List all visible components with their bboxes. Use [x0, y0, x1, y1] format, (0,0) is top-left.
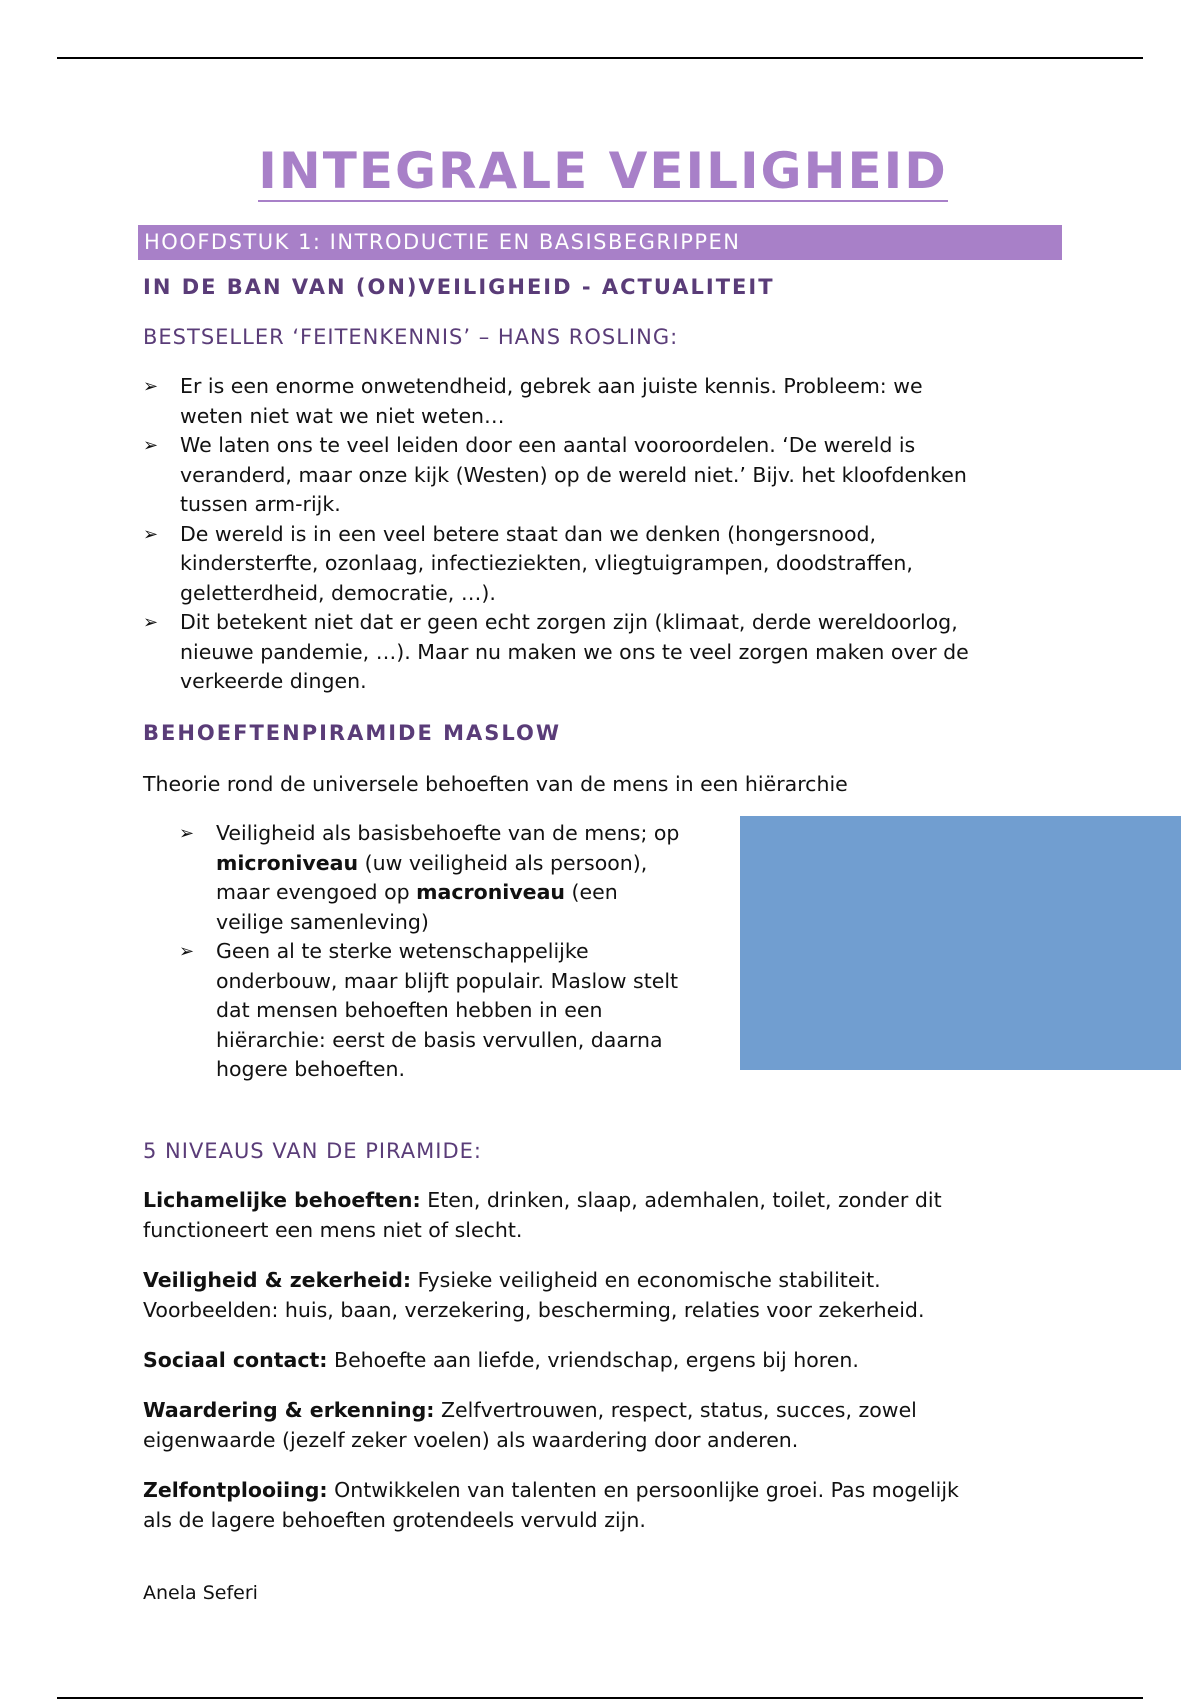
line: Voorbeelden: huis, baan, verzekering, bescherming, relaties voor zekerheid.: [143, 1298, 925, 1322]
pyramid-levels: [143, 1185, 1063, 1535]
line: kindersterfte, ozonlaag, infectieziekten, vliegtuigrampen, doodstraffen,: [180, 551, 913, 575]
line: eigenwaarde (jezelf zeker voelen) als waardering door anderen.: [143, 1428, 799, 1452]
level-item: [143, 1185, 1063, 1245]
line: Fysieke veiligheid en economische stabiliteit.: [411, 1268, 881, 1292]
arrow-bullet-icon: ➢: [143, 612, 159, 633]
line: functioneert een mens niet of slecht.: [143, 1218, 523, 1242]
arrow-bullet-icon: ➢: [143, 435, 159, 456]
document-title: [143, 140, 1063, 202]
line: Behoefte aan liefde, vriendschap, ergens bij horen.: [327, 1348, 859, 1372]
list-item: [179, 937, 739, 1085]
top-rule: [57, 57, 1143, 59]
subheading-levels: 5 NIVEAUS VAN DE PIRAMIDE:: [143, 1139, 482, 1163]
footer-author: Anela Seferi: [143, 1582, 258, 1604]
line: Eten, drinken, slaap, ademhalen, toilet, zonder dit: [420, 1188, 942, 1212]
rosling-bullet-list: [143, 372, 1063, 697]
chapter-heading: HOOFDSTUK 1: INTRODUCTIE EN BASISBEGRIPPEN: [138, 225, 1062, 260]
line: dat mensen behoeften hebben in een: [216, 998, 603, 1022]
level-item: [143, 1395, 1063, 1455]
section-heading-actualiteit: IN DE BAN VAN (ON)VEILIGHEID - ACTUALITEIT: [143, 275, 775, 299]
line: Veiligheid als basisbehoefte van de mens; op: [216, 821, 680, 845]
line: tussen arm-rijk.: [180, 492, 341, 516]
maslow-intro: Theorie rond de universele behoeften van de mens in een hiërarchie: [143, 772, 848, 796]
level-item: [143, 1345, 1063, 1375]
line: weten niet wat we niet weten…: [180, 403, 505, 428]
maslow-bullet-list: [179, 819, 739, 1085]
arrow-bullet-icon: ➢: [143, 376, 159, 397]
line: (een: [565, 880, 618, 904]
arrow-bullet-icon: ➢: [179, 823, 195, 844]
level-label: Zelfontplooiing:: [143, 1478, 328, 1502]
bold-term-microniveau: microniveau: [216, 850, 359, 875]
line: veranderd, maar onze kijk (Westen) op de wereld niet.’ Bijv. het kloofdenken: [180, 462, 967, 487]
line: verkeerde dingen.: [180, 669, 367, 693]
subheading-rosling: BESTSELLER ‘FEITENKENNIS’ – HANS ROSLING:: [143, 325, 679, 349]
list-item: [143, 608, 1063, 697]
line: Er is een enorme onwetendheid, gebrek aan juiste kennis. Probleem: we: [180, 374, 923, 398]
line: We laten ons te veel leiden door een aantal vooroordelen. ‘De wereld is: [180, 433, 916, 457]
line: hiërarchie: eerst de basis vervullen, daarna: [216, 1027, 663, 1052]
line: Dit betekent niet dat er geen echt zorgen zijn (klimaat, derde wereldoorlog,: [180, 610, 958, 634]
level-label: Sociaal contact:: [143, 1348, 328, 1372]
document-title-text: INTEGRALE VEILIGHEID: [258, 142, 948, 200]
bold-term-macroniveau: macroniveau: [416, 880, 566, 904]
line: De wereld is in een veel betere staat dan we denken (hongersnood,: [180, 521, 877, 546]
level-label: Waardering & erkenning:: [143, 1398, 435, 1422]
line: maar evengoed op: [216, 880, 417, 904]
level-item: [143, 1475, 1063, 1535]
level-label: Lichamelijke behoeften:: [143, 1188, 421, 1212]
arrow-bullet-icon: ➢: [143, 523, 159, 545]
line: onderbouw, maar blijft populair. Maslow stelt: [216, 968, 679, 993]
line: geletterdheid, democratie, …).: [180, 580, 496, 605]
bottom-rule: [57, 1697, 1143, 1699]
line: als de lagere behoeften grotendeels vervuld zijn.: [143, 1508, 646, 1532]
line: Geen al te sterke wetenschappelijke: [216, 939, 589, 963]
level-item: [143, 1265, 1063, 1325]
level-label: Veiligheid & zekerheid:: [143, 1268, 412, 1292]
line: nieuwe pandemie, …). Maar nu maken we ons te veel zorgen maken over de: [180, 639, 969, 664]
section-heading-maslow: BEHOEFTENPIRAMIDE MASLOW: [143, 721, 562, 745]
line: (uw veiligheid als persoon),: [358, 850, 648, 875]
line: hogere behoeften.: [216, 1057, 406, 1081]
line: Zelfvertrouwen, respect, status, succes, zowel: [434, 1398, 917, 1422]
arrow-bullet-icon: ➢: [179, 941, 195, 962]
line: Ontwikkelen van talenten en persoonlijke groei. Pas mogelijk: [327, 1478, 959, 1502]
list-item: [143, 520, 1063, 609]
list-item: [179, 819, 739, 937]
list-item: [143, 372, 1063, 431]
line: veilige samenleving): [216, 909, 429, 934]
list-item: [143, 431, 1063, 520]
pyramid-image-placeholder: [740, 816, 1181, 1070]
title-block: [143, 140, 1063, 202]
